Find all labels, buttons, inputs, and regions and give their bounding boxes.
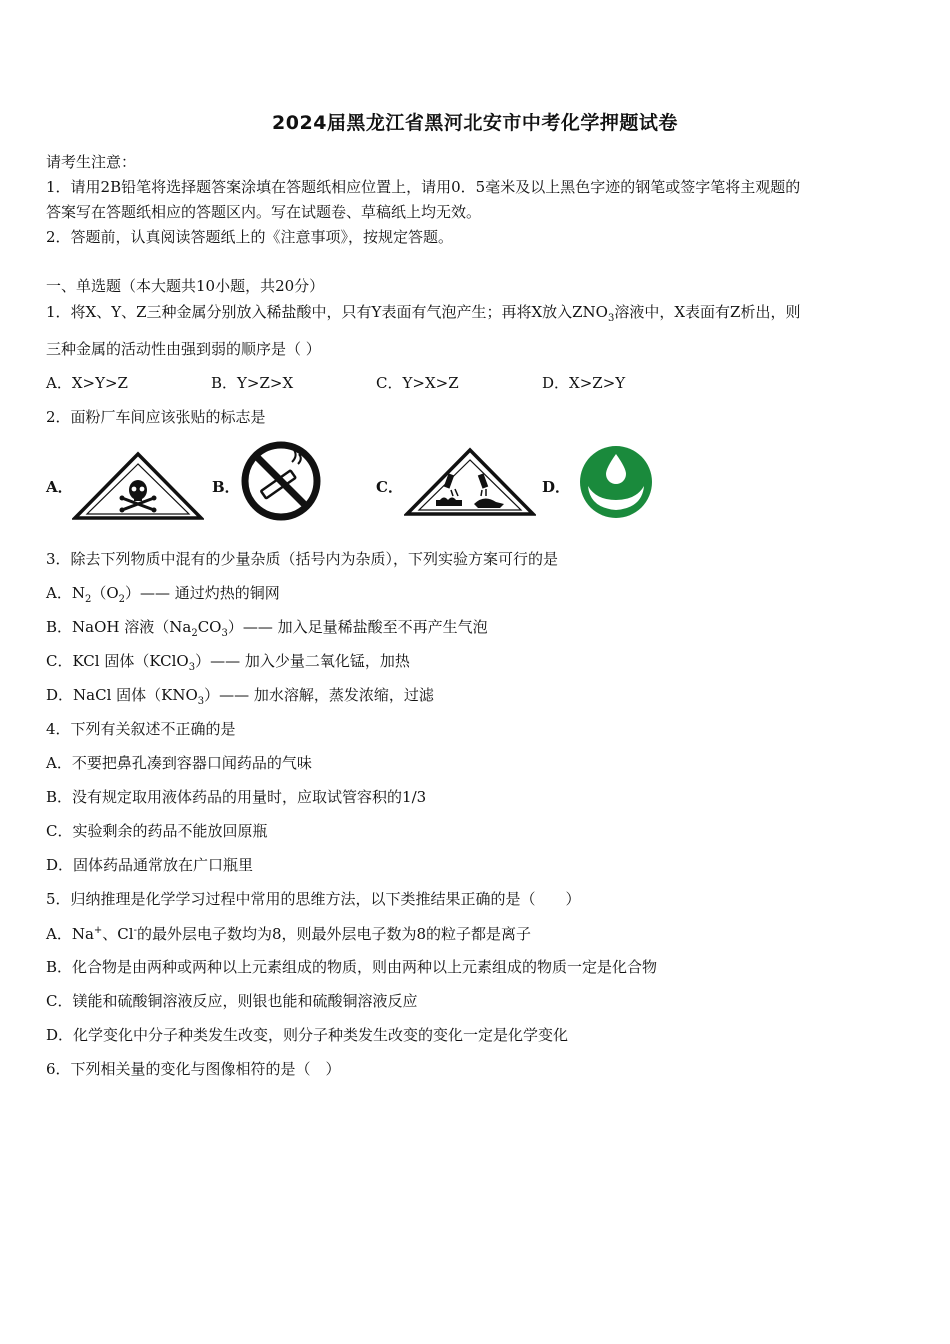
notice-line-1b: 答案写在答题纸相应的答题区内。写在试题卷、草稿纸上均无效。 — [46, 203, 482, 221]
q4-option-b: B．没有规定取用液体药品的用量时，应取试管容积的1/3 — [46, 788, 427, 806]
q2-label-d: D． — [542, 478, 571, 496]
q4-option-a: A．不要把鼻孔凑到容器口闻药品的气味 — [46, 754, 312, 772]
q3-b-sub1: 2 — [191, 628, 198, 639]
water-saving-sign-icon — [578, 444, 654, 520]
notice-heading: 请考生注意： — [46, 153, 137, 171]
q3-b-pre: B．NaOH 溶液（Na — [46, 618, 192, 636]
q5-option-d: D．化学变化中分子种类发生改变，则分子种类发生改变的变化一定是化学变化 — [46, 1026, 569, 1044]
q1-option-a: A．X>Y>Z — [46, 374, 128, 392]
q3-d-sub1: 3 — [197, 696, 205, 707]
q2-stem: 2．面粉厂车间应该张贴的标志是 — [46, 408, 266, 426]
q3-stem: 3．除去下列物质中混有的少量杂质（括号内为杂质），下列实验方案可行的是 — [46, 550, 559, 568]
section-heading: 一、单选题（本大题共10小题，共20分） — [46, 277, 325, 295]
q1-option-c: C．Y>X>Z — [376, 374, 459, 392]
q3-c-pre: C．KCl 固体（KClO — [46, 652, 189, 670]
q1-stem-a: 1．将X、Y、Z三种金属分别放入稀盐酸中，只有Y表面有气泡产生；再将X放入ZNO — [46, 303, 608, 321]
q1-option-d: D．X>Z>Y — [542, 374, 626, 392]
q5-stem: 5．归纳推理是化学学习过程中常用的思维方法，以下类推结果正确的是（ ） — [46, 890, 581, 908]
q5-a-pre: A．Na — [46, 925, 94, 943]
q3-option-d — [46, 688, 434, 707]
q5-option-c: C．镁能和硫酸铜溶液反应，则银也能和硫酸铜溶液反应 — [46, 992, 418, 1010]
notice-line-1a: 1．请用2B铅笔将选择题答案涂填在答题纸相应位置上，请用0．5毫米及以上黑色字迹的钢笔或签字笔将主观题的 — [46, 178, 801, 196]
q4-option-c: C．实验剩余的药品不能放回原瓶 — [46, 822, 268, 840]
q1-stem-line1 — [46, 305, 800, 324]
q2-sign-options — [46, 440, 906, 530]
toxic-warning-sign-icon — [72, 450, 204, 522]
q2-label-a: A． — [46, 478, 73, 496]
q3-b-mid: CO — [197, 618, 222, 636]
notice-line-2: 2．答题前，认真阅读答题纸上的《注意事项》，按规定答题。 — [46, 228, 454, 246]
q4-option-d: D．固体药品通常放在广口瓶里 — [46, 856, 254, 874]
q3-b-post: ）—— 加入足量稀盐酸至不再产生气泡 — [227, 618, 488, 636]
q5-option-b: B．化合物是由两种或两种以上元素组成的物质，则由两种以上元素组成的物质一定是化合物 — [46, 958, 658, 976]
q1-stem-sub: 3 — [607, 313, 615, 324]
q3-a-sub1: 2 — [84, 594, 92, 605]
page-title: 2024届黑龙江省黑河北安市中考化学押题试卷 — [272, 112, 678, 134]
q3-d-post: ）—— 加水溶解，蒸发浓缩，过滤 — [204, 686, 434, 704]
q4-stem: 4．下列有关叙述不正确的是 — [46, 720, 236, 738]
q2-label-b: B． — [212, 478, 240, 496]
q6-stem: 6．下列相关量的变化与图像相符的是（ ） — [46, 1060, 341, 1078]
q3-d-pre: D．NaCl 固体（KNO — [46, 686, 198, 704]
q5-a-post: 的最外层电子数均为8，则最外层电子数为8的粒子都是离子 — [136, 925, 532, 943]
q3-option-b — [46, 620, 488, 639]
q3-a-mid: （O — [91, 584, 119, 602]
q1-stem-line2: 三种金属的活动性由强到弱的顺序是（ ） — [46, 340, 321, 358]
q1-option-b: B．Y>Z>X — [211, 374, 294, 392]
q3-a-pre: A．N — [46, 584, 85, 602]
q5-a-sup2: - — [133, 925, 137, 936]
q3-c-sub1: 3 — [188, 662, 196, 673]
corrosive-warning-sign-icon — [404, 446, 536, 518]
q5-a-mid: 、Cl — [102, 925, 134, 943]
no-smoking-sign-icon — [240, 440, 322, 522]
q3-a-sub2: 2 — [118, 594, 126, 605]
q3-c-post: ）—— 加入少量二氧化锰，加热 — [195, 652, 410, 670]
q3-b-sub2: 3 — [221, 628, 228, 639]
q5-option-a — [46, 926, 531, 942]
q3-a-post: ）—— 通过灼热的铜网 — [125, 584, 280, 602]
q3-option-c — [46, 654, 410, 673]
q2-label-c: C． — [376, 478, 403, 496]
q5-a-sup1: + — [93, 925, 103, 936]
q3-option-a — [46, 586, 280, 605]
q1-stem-b: 溶液中，X表面有Z析出，则 — [614, 303, 801, 321]
